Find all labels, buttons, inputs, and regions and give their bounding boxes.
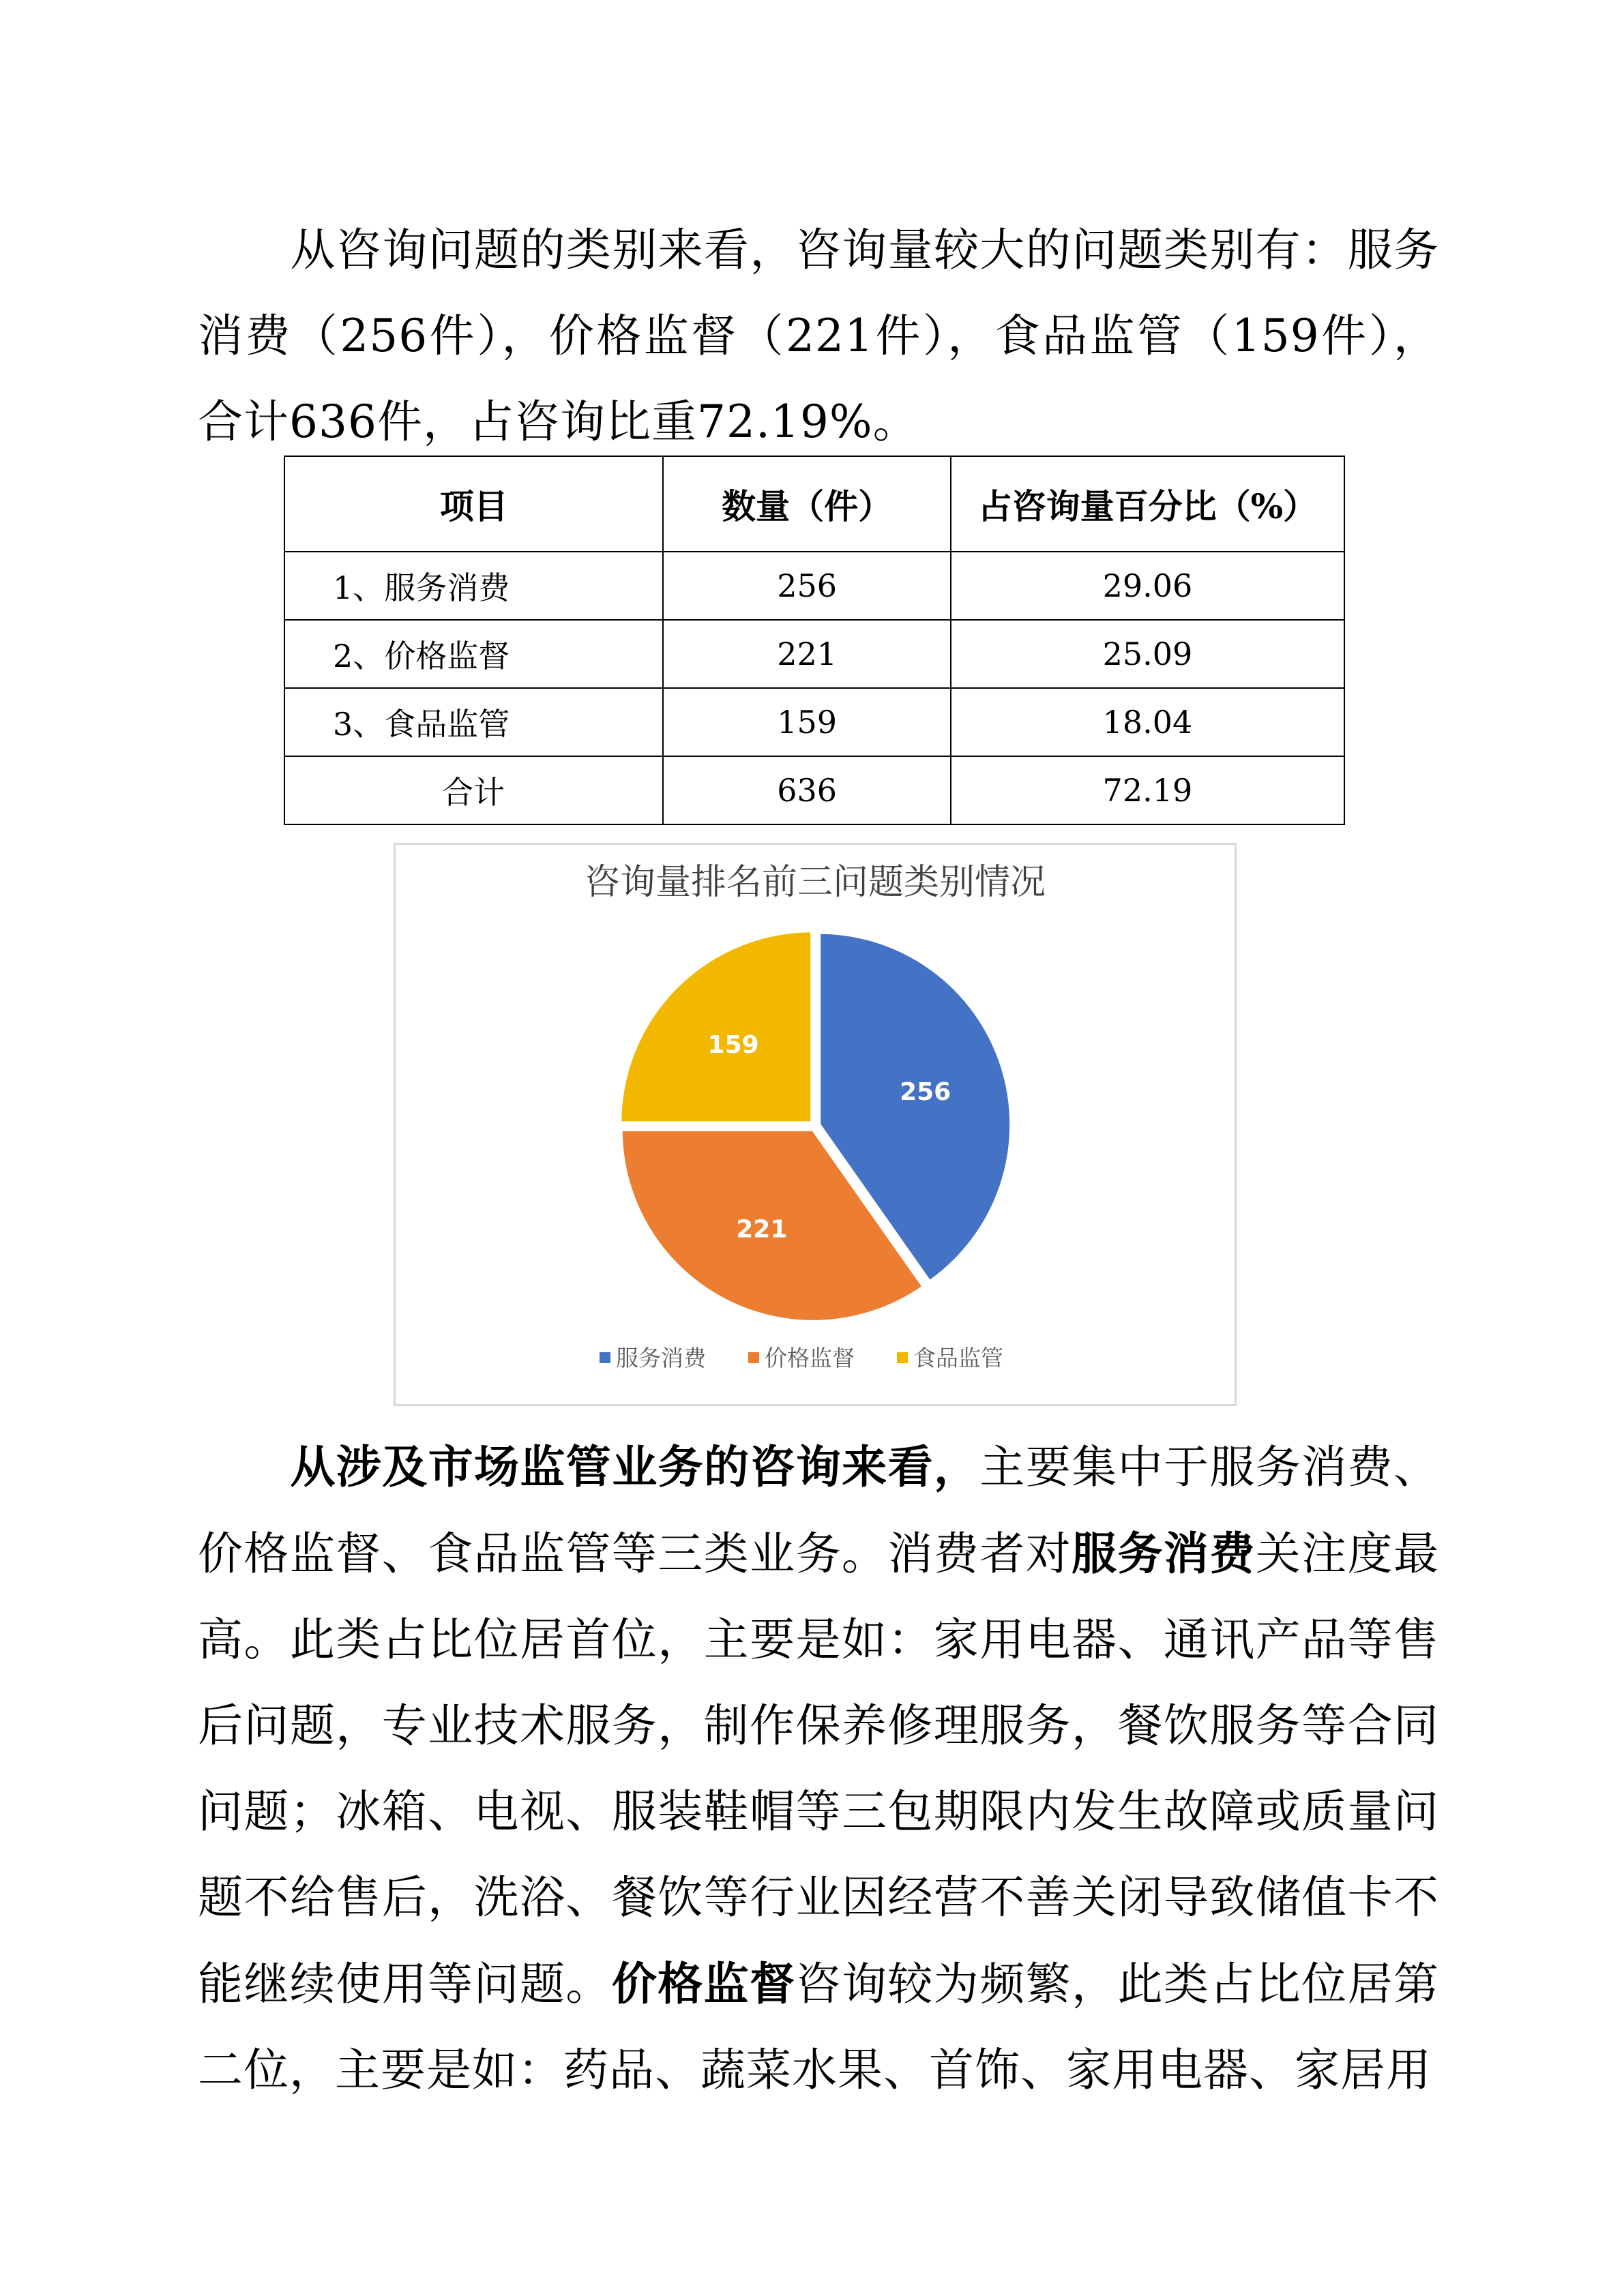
- table-row: [284, 688, 1344, 756]
- row-percent: 29.06: [951, 552, 1344, 620]
- pie-chart-svg: [396, 845, 1235, 1404]
- header-percent: 占咨询量百分比（%）: [951, 456, 1344, 552]
- table-row-total: [284, 756, 1344, 824]
- slice-data-label: 221: [736, 1215, 788, 1244]
- slice-data-label: 256: [900, 1077, 951, 1106]
- emphasis-service: 服务消费: [1072, 1527, 1256, 1580]
- table-row: [284, 552, 1344, 620]
- row-percent: 72.19: [951, 756, 1344, 824]
- legend-swatch: [600, 1352, 610, 1363]
- paragraph-intro-text: 从咨询问题的类别来看，咨询量较大的问题类别有：服务消费（256件），价格监督（221件），食品监管（159件），合计636件，占咨询比重72.19%。: [198, 224, 1439, 448]
- header-item: 项目: [284, 456, 663, 552]
- emphasis-price: 价格监督: [611, 1957, 796, 2010]
- row-count: 221: [663, 620, 950, 688]
- row-count: 636: [663, 756, 950, 824]
- row-item: 2、价格监督: [284, 620, 663, 688]
- table-row: [284, 620, 1344, 688]
- row-percent: 25.09: [951, 620, 1344, 688]
- legend-label: 价格监督: [765, 1345, 855, 1371]
- pie-slice-3: [620, 931, 812, 1123]
- legend-swatch: [748, 1352, 759, 1363]
- paragraph-text-b: 关注度最高。此类占比位居首位，主要是如：家用电器、通讯产品等售后问题，专业技术服务，制作保养修理服务，餐饮服务等合同问题；冰箱、电视、服装鞋帽等三包期限内发生故障或质量问题不给售后，洗浴、餐饮等行业因经营不善关闭导致储值卡不能继续使用等问题。: [198, 1527, 1440, 2010]
- category-table: [284, 456, 1345, 825]
- table-header-row: [284, 456, 1344, 552]
- legend-label: 食品监管: [913, 1345, 1003, 1371]
- row-item: 3、食品监管: [284, 688, 663, 756]
- slice-data-label: 159: [707, 1031, 759, 1060]
- legend-swatch: [897, 1352, 908, 1363]
- legend-label: 服务消费: [616, 1345, 706, 1371]
- paragraph-text-a: 主要集中于服务消费、价格监督、食品监管等三类业务。消费者对: [198, 1441, 1440, 1580]
- paragraph-analysis: [198, 1424, 1439, 2113]
- pie-chart: [394, 843, 1237, 1406]
- row-item: 合计: [284, 756, 663, 824]
- paragraph-text-c: 咨询较为频繁，此类占比位居第二位，主要是如：药品、蔬菜水果、首饰、家用电器、家居用: [198, 1958, 1440, 2096]
- row-count: 159: [663, 688, 950, 756]
- header-count: 数量（件）: [663, 456, 950, 552]
- row-item: 1、服务消费: [284, 552, 663, 620]
- row-percent: 18.04: [951, 688, 1344, 756]
- paragraph-intro: [198, 207, 1439, 465]
- paragraph-lead: 从涉及市场监管业务的咨询来看，: [290, 1440, 980, 1493]
- chart-title: 咨询量排名前三问题类别情况: [584, 862, 1046, 903]
- row-count: 256: [663, 552, 950, 620]
